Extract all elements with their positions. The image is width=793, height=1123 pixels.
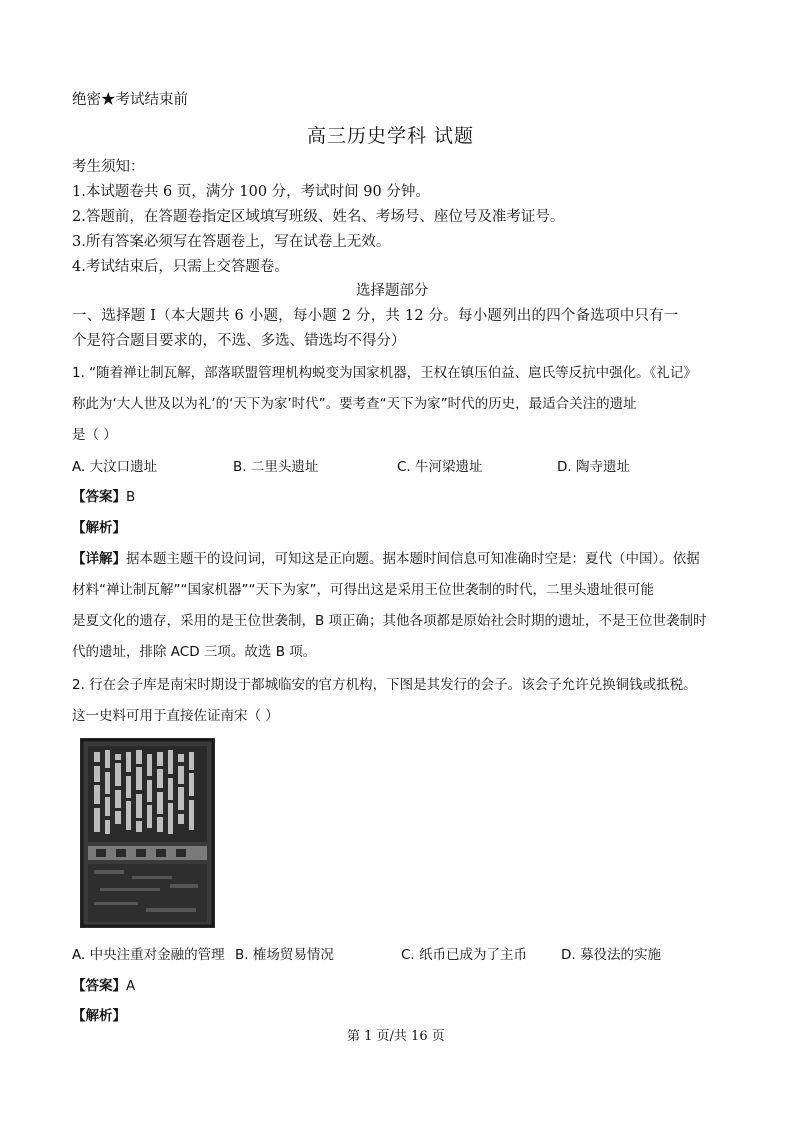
question-1-stem: 1. “随着禅让制瓦解，部落联盟管理机构蜕变为国家机器，王权在镇压伯益、扈氏等反抗中强化。《礼记》 [72,365,697,381]
question-2-option-c: C. 纸币已成为了主币 [401,947,528,963]
huizi-banknote-image [80,738,215,928]
question-1-option-b: B. 二里头遗址 [233,459,319,475]
question-2-stem: 2. 行在会子库是南宋时期设于都城临安的官方机构，下图是其发行的会子。该会子允许兑换铜钱或抵税。 [72,677,697,693]
page-title: 高三历史学科 试题 [307,125,475,147]
part-one-instruction: 一、选择题 I（本大题共 6 小题，每小题 2 分，共 12 分。每小题列出的四个备选项中只有一 [72,308,679,324]
notice-item: 3.所有答案必须写在答题卷上，写在试卷上无效。 [72,234,391,250]
answer-value: B [126,489,136,505]
page-footer: 第 1 页/共 16 页 [347,1029,445,1044]
question-2-stem: 这一史料可用于直接佐证南宋（ ） [72,708,279,724]
question-1-answer [72,485,135,505]
question-1-option-a: A. 大汶口遗址 [72,459,158,475]
detail-label: 【详解】 [72,551,126,567]
notice-item: 1.本试题卷共 6 页，满分 100 分，考试时间 90 分钟。 [72,184,430,200]
notice-heading: 考生须知： [72,159,145,175]
detail-text: 据本题主题干的设问词，可知这是正向题。据本题时间信息可知准确时空是：夏代（中国）。依据 [126,551,700,567]
detail-text: 材料“禅让制瓦解”“国家机器”“天下为家”，可得出这是采用王位世袭制的时代，二里头遗址很可能 [72,582,654,598]
answer-label: 【答案】 [72,489,126,505]
analysis-label: 【解析】 [72,1008,126,1024]
detail-text: 是夏文化的遗存，采用的是王位世袭制，B 项正确；其他各项都是原始社会时期的遗址，不是王位世袭制时 [72,613,707,629]
question-2-option-a: A. 中央注重对金融的管理 [72,947,225,963]
question-2-option-d: D. 募役法的实施 [561,947,661,963]
question-1-detail [72,547,700,567]
question-1-stem: 是（ ） [72,427,117,443]
analysis-label: 【解析】 [72,520,126,536]
detail-text: 代的遗址，排除 ACD 三项。故选 B 项。 [72,644,317,660]
question-1-option-c: C. 牛河梁遗址 [397,459,483,475]
notice-item: 2.答题前，在答题卷指定区域填写班级、姓名、考场号、座位号及准考证号。 [72,209,565,225]
question-1-stem: 称此为‘大人世及以为礼’的‘天下为家’时代”。要考查“天下为家”时代的历史，最适合关注的遗址 [72,396,637,412]
question-2-option-b: B. 榷场贸易情况 [235,947,334,963]
confidential-label: 绝密★考试结束前 [72,92,188,108]
answer-label: 【答案】 [72,978,126,994]
question-1-option-d: D. 陶寺遗址 [557,459,630,475]
part-one-instruction: 个是符合题目要求的，不选、多选、错选均不得分） [72,333,406,349]
section-title: 选择题部分 [356,283,429,299]
answer-value: A [126,978,136,994]
notice-item: 4.考试结束后，只需上交答题卷。 [72,259,289,275]
question-2-answer [72,974,135,994]
